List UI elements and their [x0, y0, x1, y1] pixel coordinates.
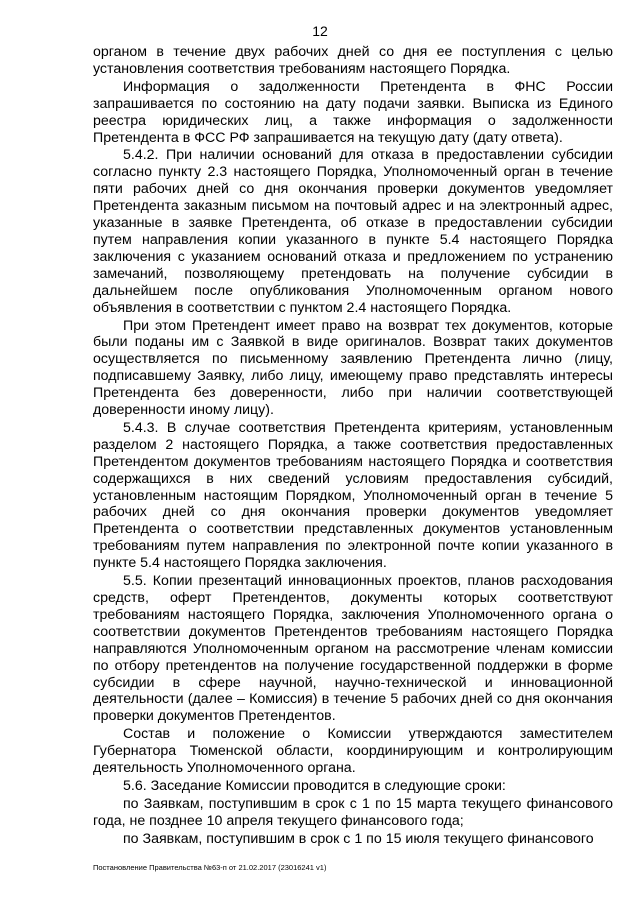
paragraph-july-applications: по Заявкам, поступившим в срок с 1 по 15 июля текущего финансового: [123, 830, 594, 847]
paragraph-5-6: 5.6. Заседание Комиссии проводится в следующие сроки:: [123, 777, 506, 794]
document-footer: Постановление Правительства №63-п от 21.02.2017 (23016241 v1): [93, 863, 327, 872]
paragraph-5-4-2: 5.4.2. При наличии оснований для отказа в предоставлении субсидии согласно пункту 2.3 настоящего Порядка, Уполномоченный орган в течение пяти рабочих дней со дня окончания проверки документов уведомляет Претендента заказным письмом на почтовый адрес и на электронный адрес, указанные в заявке Претендента, об отказе в предоставлении субсидии путем направления копии указанного в пункте 5.4 настоящего Порядка заключения с указанием оснований отказа и предложением по устранению замечаний, позволяющему претендовать на получение субсидии в дальнейшем после опубликования Уполномоченным органом нового объявления в соответствии с пунктом 2.4 настоящего Порядка.: [93, 147, 613, 316]
paragraph-commission-composition: Состав и положение о Комиссии утверждаются заместителем Губернатора Тюменской области, координирующим и контролирующим деятельность Уполномоченного органа.: [93, 726, 613, 777]
paragraph-continuation: органом в течение двух рабочих дней со дня ее поступления с целью установления соответствия требованиям настоящего Порядка.: [93, 44, 613, 77]
page-number: 12: [312, 23, 328, 39]
paragraph-5-4-3: 5.4.3. В случае соответствия Претендента критериям, установленным разделом 2 настоящего Порядка, а также соответствия предоставленных Претендентом документов требованиям настоящего Порядка и соответствия содержащихся в них сведений условиям предоставления субсидий, установленным настоящим Порядком, Уполномоченный орган в течение 5 рабочих дней со дня окончания проверки документов уведомляет Претендента о соответствии представленных документов установленным требованиям путем направления по электронной почте копии указанного в пункте 5.4 настоящего Порядка заключения.: [93, 419, 613, 572]
paragraph-tax-debt-info: Информация о задолженности Претендента в ФНС России запрашивается по состоянию на дату подачи заявки. Выписка из Единого реестра юридических лиц, а также информация о задолженности Претендента в ФСС РФ запрашивается на текущую дату (дату ответа).: [93, 78, 613, 146]
paragraph-march-applications: по Заявкам, поступившим в срок с 1 по 15 марта текущего финансового года, не позднее 10 апреля текущего финансового года;: [93, 795, 613, 829]
paragraph-document-return: При этом Претендент имеет право на возврат тех документов, которые были поданы им с Заявкой в виде оригиналов. Возврат таких документов осуществляется по письменному заявлению Претендента лично (лицу, подписавшему Заявку, либо лицу, имеющему право представлять интересы Претендента без доверенности, либо при наличии соответствующей доверенности иному лицу).: [93, 317, 613, 419]
paragraph-5-5: 5.5. Копии презентаций инновационных проектов, планов расходования средств, оферт Претендентов, документы которых соответствуют требованиям настоящего Порядка, заключения Уполномоченного органа о соответствии документов Претендентов требованиям настоящего Порядка направляются Уполномоченным органом на рассмотрение членам комиссии по отбору претендентов на получение государственной поддержки в форме субсидии в сфере научной, научно-технической и инновационной деятельности (далее – Комиссия) в течение 5 рабочих дней со дня окончания проверки документов Претендентов.: [93, 573, 613, 725]
document-body: [93, 44, 613, 849]
